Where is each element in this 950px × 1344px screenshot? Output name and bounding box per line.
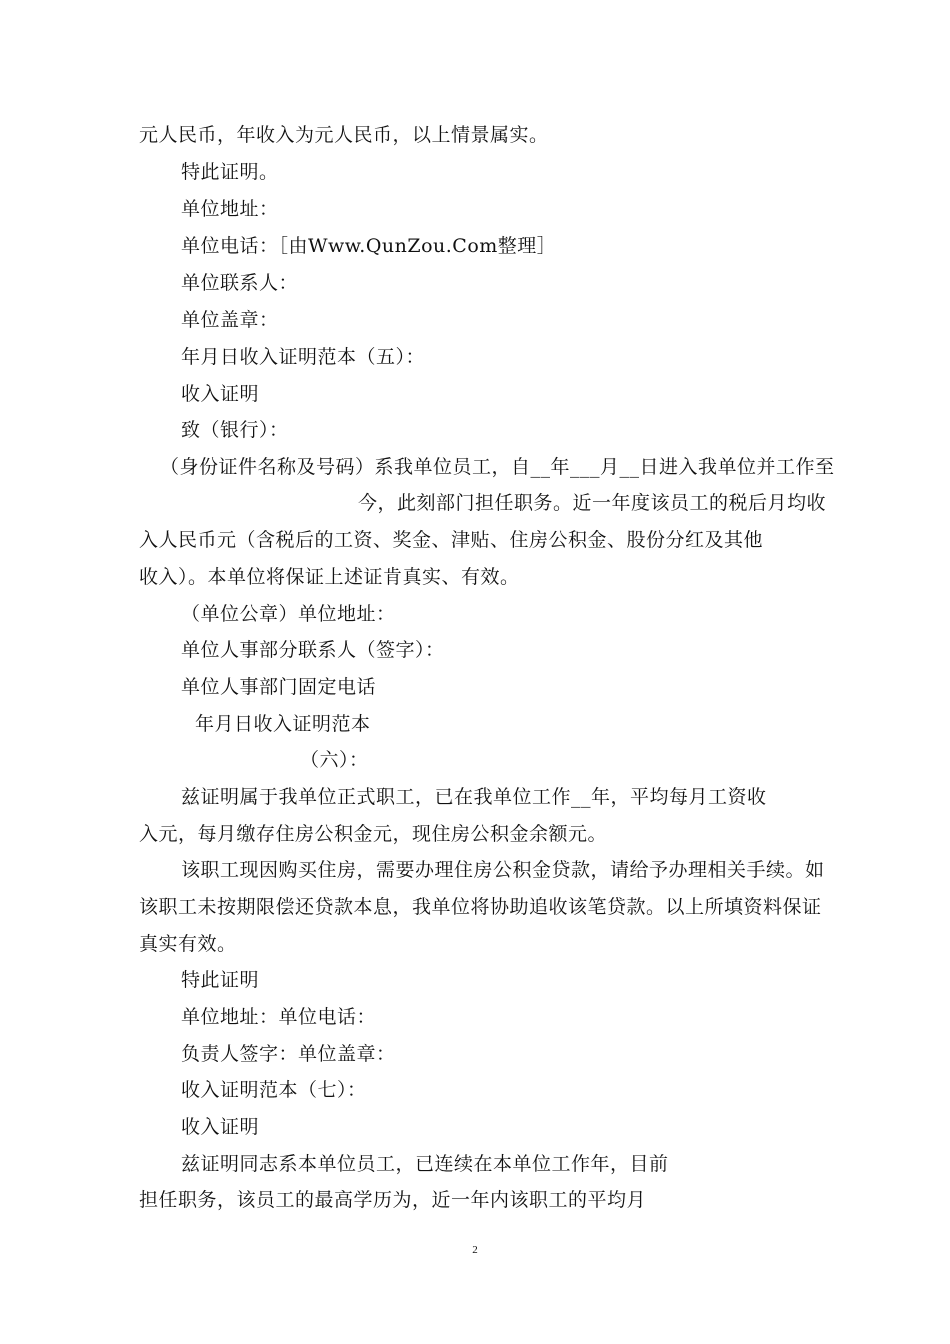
text-line: 收入）。本单位将保证上述证肯真实、有效。 bbox=[139, 566, 520, 588]
text-line: 单位人事部门固定电话 bbox=[181, 676, 377, 698]
text-line: 年月日收入证明范本（五）： bbox=[181, 346, 426, 368]
text-line: 收入证明范本（七）： bbox=[181, 1079, 367, 1101]
text-line: 入人民币元（含税后的工资、奖金、津贴、住房公积金、股份分红及其他 bbox=[139, 529, 764, 551]
text-line: 元人民币，年收入为元人民币，以上情景属实。 bbox=[139, 124, 549, 146]
text-line: 收入证明 bbox=[181, 383, 260, 405]
text-line: （身份证件名称及号码）系我单位员工，自__年___月__日进入我单位并工作至 bbox=[160, 456, 835, 478]
text-line: 单位地址：单位电话： bbox=[181, 1006, 377, 1028]
text-line: 今，此刻部门担任职务。近一年度该员工的税后月均收 bbox=[358, 492, 827, 514]
text-line: 兹证明同志系本单位员工，已连续在本单位工作年，目前 bbox=[181, 1153, 669, 1175]
text-line: 真实有效。 bbox=[139, 933, 237, 955]
text-line: 该职工现因购买住房，需要办理住房公积金贷款，请给予办理相关手续。如 bbox=[181, 859, 825, 881]
text-line: 单位联系人： bbox=[181, 272, 299, 294]
text-line: 致（银行）： bbox=[181, 419, 289, 441]
text-line: 单位盖章： bbox=[181, 309, 279, 331]
text-line: 特此证明 bbox=[181, 969, 260, 991]
text-line: 担任职务，该员工的最高学历为，近一年内该职工的平均月 bbox=[139, 1189, 647, 1211]
text-line: 年月日收入证明范本 bbox=[195, 713, 371, 735]
text-line: 特此证明。 bbox=[181, 161, 279, 183]
text-line: 收入证明 bbox=[181, 1116, 260, 1138]
text-line: 该职工未按期限偿还贷款本息，我单位将协助追收该笔贷款。以上所填资料保证 bbox=[139, 896, 822, 918]
text-line: （六）： bbox=[300, 749, 369, 771]
text-line: 负责人签字：单位盖章： bbox=[181, 1043, 396, 1065]
page-number: 2 bbox=[472, 1244, 478, 1256]
text-line: 单位电话：［由Www.QunZou.Com整理］ bbox=[181, 235, 557, 257]
text-line: 兹证明属于我单位正式职工，已在我单位工作__年，平均每月工资收 bbox=[181, 786, 767, 808]
text-line: 单位地址： bbox=[181, 198, 279, 220]
text-line: 单位人事部分联系人（签字）： bbox=[181, 639, 445, 661]
text-line: （单位公章）单位地址： bbox=[181, 603, 396, 625]
text-line: 入元，每月缴存住房公积金元，现住房公积金余额元。 bbox=[139, 823, 608, 845]
